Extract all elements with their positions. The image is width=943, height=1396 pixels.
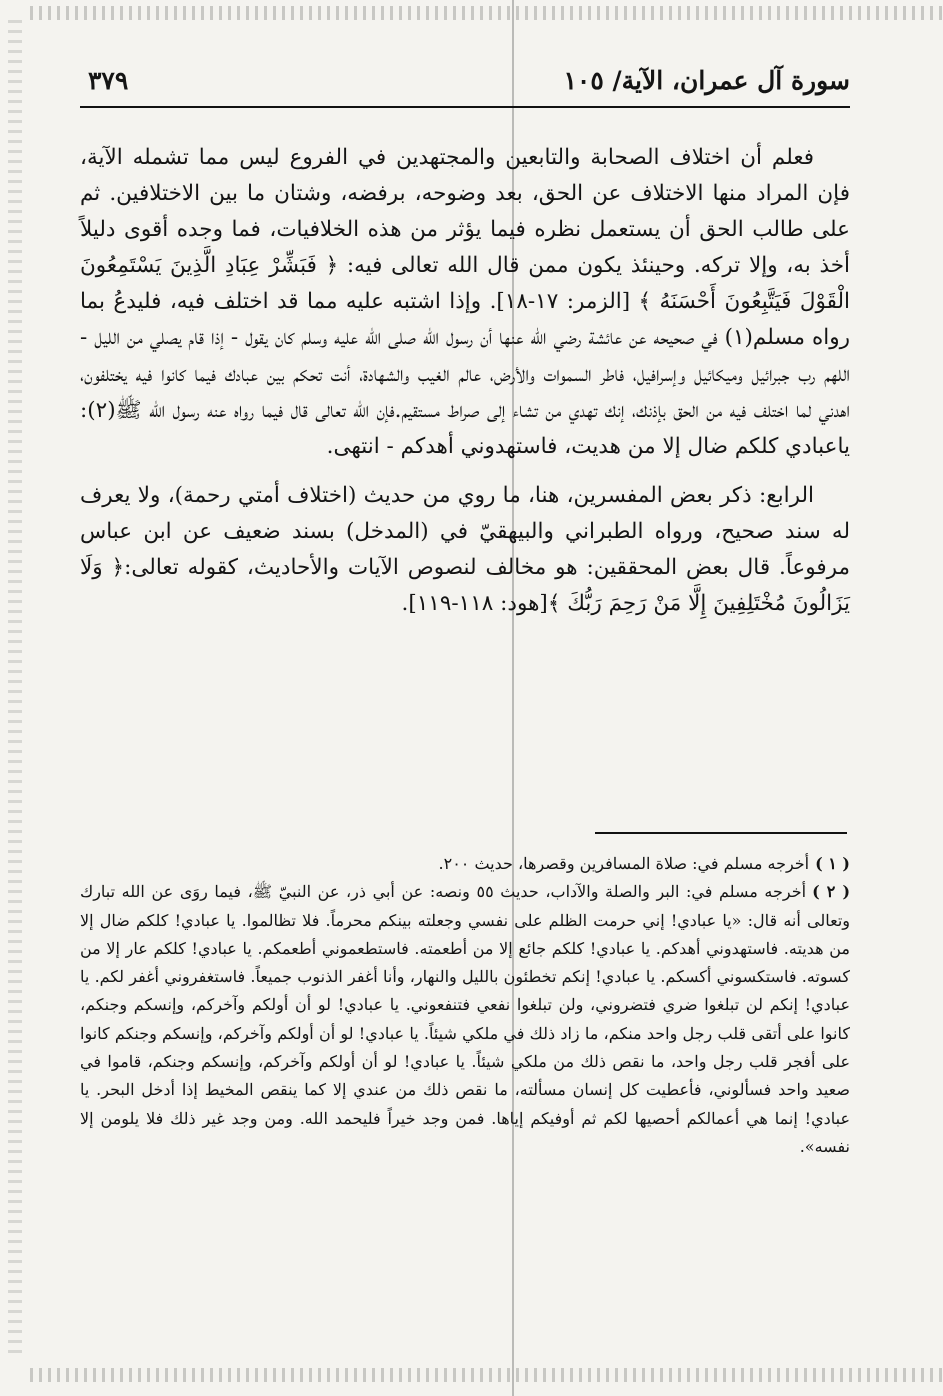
- paragraph: الرابع: ذكر بعض المفسرين، هنا، ما روي من حديث (اختلاف أمتي رحمة)، ولا يعرف له سند صحيح، ورواه الطبراني والبيهقيّ في (المدخل) بسند ضعيف عن ابن عباس مرفوعاً. قال بعض المحققين: هو مخالف لنصوص الآيات والأحاديث، كقوله تعالى:﴿ وَلَا يَزَالُونَ مُخْتَلِفِينَ إِلَّا مَنْ رَحِمَ رَبُّكَ ﴾[هود: ١١٨-١١٩].: [80, 482, 850, 617]
- bottom-ornamental-border: [30, 1368, 943, 1382]
- top-ornamental-border: [30, 6, 943, 20]
- main-text: [80, 140, 850, 622]
- footnote-text: أخرجه مسلم في: صلاة المسافرين وقصرها، حديث ٢٠٠.: [438, 854, 810, 873]
- footnote-number: ( ١ ): [815, 854, 850, 873]
- page-header: [80, 62, 850, 108]
- footnote-text: أخرجه مسلم في: البر والصلة والآداب، حديث ٥٥ ونصه: عن أبي ذر، عن النبيّ ﷺ، فيما روَى عن الله تبارك وتعالى أنه قال: «يا عبادي! إني حرمت الظلم على نفسي وجعلته بينكم محرماً. فلا تظالموا. يا عبادي! كلكم ضال إلا من هديته. فاستهدوني أهدكم. يا عبادي! كلكم جائع إلا من أطعمته. فاستطعموني أطعمكم. يا عبادي! كلكم عار إلا من كسوته. فاستكسوني أكسكم. يا عبادي! إنكم تخطئون بالليل والنهار، وأنا أغفر الذنوب جميعاً. فاستغفروني أغفر لكم. يا عبادي! إنكم لن تبلغوا ضري فتضروني، ولن تبلغوا نفعي فتنفعوني. يا عبادي! لو أن أولكم وآخركم، وإنسكم وجنكم، كانوا على أتقى قلب رجل واحد منكم، ما زاد ذلك في ملكي شيئاً. يا عبادي! لو أن أولكم وآخركم، وإنسكم وجنكم كانوا على أفجر قلب رجل واحد، ما نقص ذلك من ملكي شيئاً. يا عبادي! لو أن أولكم وآخركم، وإنسكم وجنكم، قاموا في صعيد واحد فسألوني، فأعطيت كل إنسان مسألته، ما نقص ذلك من عندي إلا كما ينقص المخيط إذا أدخل البحر. يا عبادي! إنما هي أعمالكم أحصيها لكم ثم أوفيكم إياها. فمن وجد خيراً فليحمد الله. ومن وجد غير ذلك فلا يلومن إلا نفسه».: [80, 882, 851, 1156]
- footnotes: [80, 850, 850, 1161]
- footnote: [80, 850, 850, 878]
- paragraph: فعلم أن اختلاف الصحابة والتابعين والمجتهدين في الفروع ليس مما تشمله الآية، فإن المراد منها الاختلاف عن الحق، بعد وضوحه، برفضه، وشتان ما بين الاختلافين. ثم على طالب الحق أن يستعمل نظره فيما يؤثر من هذه الخلافيات، فما وجده أقوى دليلاً أخذ به، وإلا تركه. وحينئذ يكون ممن قال الله تعالى فيه: ﴿ فَبَشِّرْ عِبَادِ الَّذِينَ يَسْتَمِعُونَ الْقَوْلَ فَيَتَّبِعُونَ أَحْسَنَهُ ﴾ [الزمر: ١٧-١٨]. وإذا اشتبه عليه مما قد اختلف فيه، فليدعُ بما رواه مسلم(١) في صحيحه عن عائشة رضي الله عنها أن رسول الله صلى الله عليه وسلم كان يقول - إذا قام يصلي من الليل - اللهم رب جبرائيل وميكائيل وإسرافيل، فاطر السموات والأرض، عالم الغيب والشهادة، أنت تحكم بين عبادك فيما كانوا فيه يختلفون، اهدني لما اختلف فيه من الحق بإذنك، إنك تهدي من تشاء إلى صراط مستقيم.فإن الله تعالى قال فيما رواه عنه رسول الله ﷺ(٢): ياعبادي كلكم ضال إلا من هديت، فاستهدوني أهدكم - انتهى.: [80, 145, 851, 459]
- page-number: ٣٧٩: [88, 66, 129, 95]
- footnote-separator: [595, 832, 847, 834]
- running-title: سورة آل عمران، الآية/ ١٠٥: [563, 66, 850, 95]
- footnote: [80, 878, 850, 1161]
- footnote-number: ( ٢ ): [812, 882, 851, 902]
- left-ornamental-border: [8, 20, 22, 1360]
